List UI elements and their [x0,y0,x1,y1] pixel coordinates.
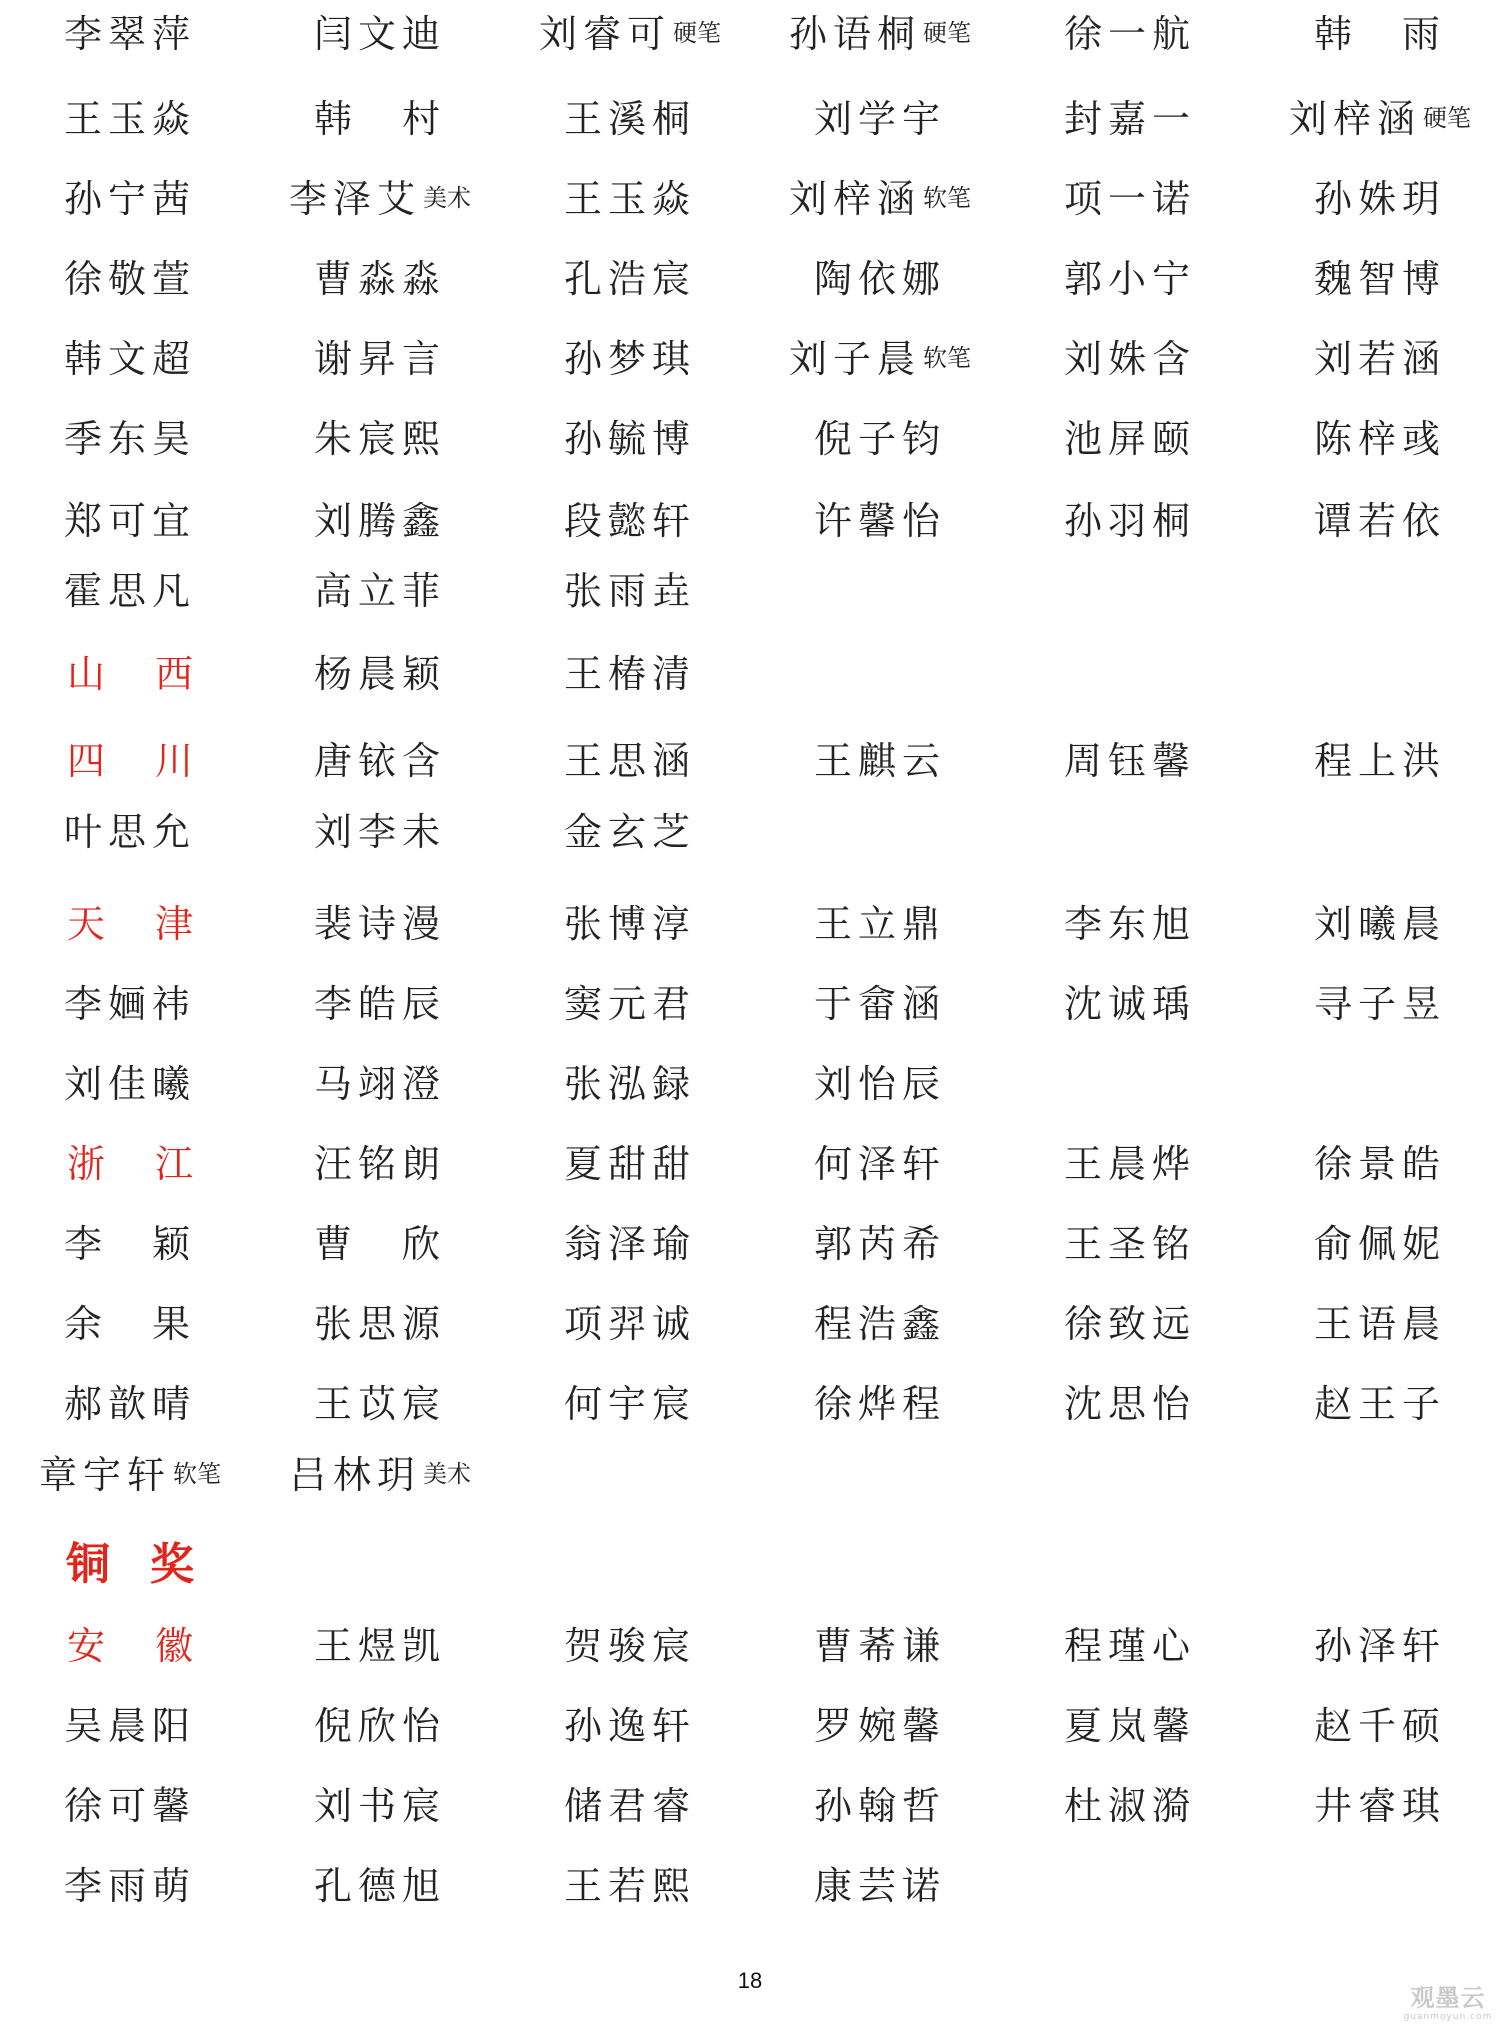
table-row [0,165,1500,225]
student-name: 季东昊 [63,416,196,461]
name-cell [255,1050,505,1110]
table-row [0,85,1500,145]
student-name: 李泽艾 [288,176,421,221]
name-cell [505,245,755,305]
name-cell [5,1290,255,1350]
name-cell [1005,405,1255,465]
name-cell [505,727,755,787]
student-name: 曹 欣 [313,1221,446,1266]
student-name: 章宇轩 [38,1452,171,1497]
name-cell [5,1441,255,1501]
name-cell [5,1370,255,1430]
name-cell [255,970,505,1030]
name-cell [505,798,755,858]
student-name: 池屏颐 [1063,416,1196,461]
student-name: 刘姝含 [1063,336,1196,381]
name-cell [1005,1692,1255,1752]
region-label-char: 徽 [155,1623,194,1668]
name-cell [1005,1130,1255,1190]
region-label-char: 江 [155,1141,194,1186]
award-heading-char: 铜 [66,1539,110,1590]
student-name: 孙泽轩 [1313,1623,1446,1668]
student-name: 周钰馨 [1063,738,1196,783]
student-name: 贺骏宸 [563,1623,696,1668]
student-name: 赵王子 [1313,1381,1446,1426]
table-row [0,1530,1500,1590]
name-cell [1005,0,1255,60]
student-name: 李雨萌 [63,1863,196,1908]
region-label-char: 天 [66,901,105,946]
student-name: 段懿轩 [563,498,696,543]
student-name: 郭芮希 [813,1221,946,1266]
name-cell [255,798,505,858]
student-name: 李皓辰 [313,981,446,1026]
student-name: 孔德旭 [313,1863,446,1908]
student-name: 孙毓博 [563,416,696,461]
name-cell [1005,1370,1255,1430]
name-cell [1255,970,1500,1030]
student-name: 何泽轩 [813,1141,946,1186]
name-cell [1255,245,1500,305]
student-name: 张思源 [313,1301,446,1346]
name-cell [1255,85,1500,145]
student-name: 王煜凯 [313,1623,446,1668]
student-name: 徐可馨 [63,1783,196,1828]
name-cell [505,487,755,547]
table-row [0,970,1500,1030]
student-name: 裴诗漫 [313,901,446,946]
student-name: 窦元君 [563,981,696,1026]
region-label-char: 川 [155,738,194,783]
watermark-url: guanmoyun.com [1403,2012,1493,2022]
category-tag: 软笔 [173,1459,221,1488]
student-name: 刘书宸 [313,1783,446,1828]
name-cell [5,1772,255,1832]
name-cell [1005,970,1255,1030]
table-row [0,1692,1500,1752]
name-cell [255,640,505,700]
student-name: 孙宁茜 [63,176,196,221]
student-name: 封嘉一 [1063,96,1196,141]
name-cell [755,1852,1005,1912]
table-row [0,1130,1500,1190]
table-row [0,890,1500,950]
student-name: 刘梓涵 [1288,96,1421,141]
name-cell [505,1290,755,1350]
name-cell [755,1772,1005,1832]
student-name: 于畲涵 [813,981,946,1026]
name-cell [755,245,1005,305]
region-label [5,1130,255,1190]
student-name: 徐敬萱 [63,256,196,301]
name-cell [755,1612,1005,1672]
name-cell [1255,890,1500,950]
student-name: 刘怡辰 [813,1061,946,1106]
name-cell [5,1050,255,1110]
name-cell [1255,1772,1500,1832]
table-row [0,727,1500,787]
name-cell [1255,405,1500,465]
student-name: 曹莃谦 [813,1623,946,1668]
student-name: 寻子昱 [1313,981,1446,1026]
student-name: 孙梦琪 [563,336,696,381]
name-cell [505,1692,755,1752]
name-cell [1005,85,1255,145]
name-cell [255,1772,505,1832]
student-name: 韩文超 [63,336,196,381]
name-cell [1005,1210,1255,1270]
student-name: 夏岚馨 [1063,1703,1196,1748]
name-cell [1255,1290,1500,1350]
name-cell [755,405,1005,465]
name-cell [5,85,255,145]
region-label-char: 山 [66,651,105,696]
name-cell [755,1050,1005,1110]
region-label-char: 安 [66,1623,105,1668]
category-tag: 美术 [423,183,471,212]
student-name: 沈思怡 [1063,1381,1196,1426]
name-cell [505,1130,755,1190]
name-cell [255,1290,505,1350]
name-cell [755,1370,1005,1430]
name-cell [1255,487,1500,547]
name-cell [5,1210,255,1270]
table-row [0,325,1500,385]
student-name: 金玄芝 [563,809,696,854]
name-cell [505,325,755,385]
region-label [5,640,255,700]
student-name: 杨晨颖 [313,651,446,696]
name-cell [1255,1692,1500,1752]
name-cell [755,1290,1005,1350]
table-row [0,1441,1500,1501]
student-name: 刘学宇 [813,96,946,141]
name-cell [255,1612,505,1672]
student-name: 王晨烨 [1063,1141,1196,1186]
student-name: 王圣铭 [1063,1221,1196,1266]
name-cell [255,1852,505,1912]
student-name: 徐致远 [1063,1301,1196,1346]
name-cell [255,727,505,787]
student-name: 孙翰哲 [813,1783,946,1828]
student-name: 霍思凡 [63,568,196,613]
name-cell [505,1050,755,1110]
region-label-char: 浙 [66,1141,105,1186]
student-name: 孙语桐 [788,11,921,56]
name-cell [1255,165,1500,225]
name-cell [505,85,755,145]
student-name: 李婳祎 [63,981,196,1026]
category-tag: 硬笔 [1423,103,1471,132]
student-name: 徐景皓 [1313,1141,1446,1186]
name-cell [505,1612,755,1672]
student-name: 沈诚瑀 [1063,981,1196,1026]
name-cell [1255,1612,1500,1672]
student-name: 倪欣怡 [313,1703,446,1748]
student-name: 张泓録 [563,1061,696,1106]
student-name: 叶思允 [63,809,196,854]
student-name: 王玉焱 [563,176,696,221]
student-name: 韩 雨 [1313,11,1446,56]
name-cell [1005,325,1255,385]
student-name: 储君睿 [563,1783,696,1828]
name-cell [5,325,255,385]
region-label [5,1612,255,1672]
student-name: 闫文迪 [313,11,446,56]
student-name: 汪铭朗 [313,1141,446,1186]
student-name: 谢昇言 [313,336,446,381]
student-name: 张博淳 [563,901,696,946]
name-cell [255,1441,505,1501]
student-name: 高立菲 [313,568,446,613]
student-name: 项一诺 [1063,176,1196,221]
name-cell [755,487,1005,547]
student-name: 孙姝玥 [1313,176,1446,221]
category-tag: 硬笔 [673,18,721,47]
student-name: 王语晨 [1313,1301,1446,1346]
student-name: 郭小宁 [1063,256,1196,301]
table-row [0,1852,1500,1912]
name-cell [755,85,1005,145]
student-name: 刘曦晨 [1313,901,1446,946]
name-cell [755,970,1005,1030]
name-cell [505,0,755,60]
name-cell [1255,1210,1500,1270]
student-name: 刘睿可 [538,11,671,56]
name-cell [1005,245,1255,305]
name-cell [1255,0,1500,60]
student-name: 李翠萍 [63,11,196,56]
watermark-text: 观墨云 [1410,1984,1486,2012]
student-name: 夏甜甜 [563,1141,696,1186]
student-name: 刘佳曦 [63,1061,196,1106]
name-cell [5,1852,255,1912]
name-cell [755,1130,1005,1190]
name-cell [5,487,255,547]
name-cell [255,85,505,145]
student-name: 余 果 [63,1301,196,1346]
student-name: 罗婉馨 [813,1703,946,1748]
name-cell [505,970,755,1030]
student-name: 李 颖 [63,1221,196,1266]
name-cell [505,640,755,700]
student-name: 孙逸轩 [563,1703,696,1748]
table-row [0,557,1500,617]
name-cell [255,245,505,305]
table-row [0,245,1500,305]
student-name: 徐烨程 [813,1381,946,1426]
name-cell [255,1692,505,1752]
category-tag: 美术 [423,1459,471,1488]
name-cell [255,1370,505,1430]
student-name: 翁泽瑜 [563,1221,696,1266]
table-row [0,1210,1500,1270]
student-name: 谭若依 [1313,498,1446,543]
student-name: 许馨怡 [813,498,946,543]
table-row [0,1370,1500,1430]
name-cell [1255,325,1500,385]
name-cell [1255,1130,1500,1190]
name-cell [255,1130,505,1190]
name-cell [5,0,255,60]
name-cell [755,0,1005,60]
name-cell [1005,727,1255,787]
name-cell [5,798,255,858]
name-cell [255,1210,505,1270]
name-cell [1005,165,1255,225]
student-name: 王玉焱 [63,96,196,141]
student-name: 王椿清 [563,651,696,696]
name-cell [255,890,505,950]
student-name: 韩 村 [313,96,446,141]
student-name: 吴晨阳 [63,1703,196,1748]
name-cell [505,165,755,225]
name-cell [255,0,505,60]
name-cell [5,1692,255,1752]
name-cell [755,1692,1005,1752]
name-cell [505,1370,755,1430]
student-name: 唐铱含 [313,738,446,783]
student-name: 郝歆晴 [63,1381,196,1426]
student-name: 吕林玥 [288,1452,421,1497]
category-tag: 软笔 [923,343,971,372]
student-name: 何宇宸 [563,1381,696,1426]
table-row [0,0,1500,60]
name-cell [5,405,255,465]
region-label-char: 西 [155,651,194,696]
category-tag: 软笔 [923,183,971,212]
name-cell [1255,1370,1500,1430]
name-cell [505,1210,755,1270]
name-cell [1005,487,1255,547]
category-tag: 硬笔 [923,18,971,47]
award-heading [5,1530,255,1590]
table-row [0,798,1500,858]
student-name: 王溪桐 [563,96,696,141]
name-cell [755,325,1005,385]
student-name: 俞佩妮 [1313,1221,1446,1266]
name-cell [505,1852,755,1912]
name-cell [1005,1612,1255,1672]
student-name: 刘李未 [313,809,446,854]
student-name: 刘子晨 [788,336,921,381]
student-name: 杜淑漪 [1063,1783,1196,1828]
name-cell [505,1772,755,1832]
page-number: 18 [737,1968,763,1993]
student-name: 王麒云 [813,738,946,783]
student-name: 王思涵 [563,738,696,783]
student-name: 朱宸熙 [313,416,446,461]
table-row [0,1050,1500,1110]
region-label-char: 津 [155,901,194,946]
table-row [0,405,1500,465]
name-cell [5,970,255,1030]
name-cell [755,165,1005,225]
table-row [0,640,1500,700]
student-name: 刘腾鑫 [313,498,446,543]
name-cell [5,245,255,305]
name-cell [505,557,755,617]
student-name: 孔浩宸 [563,256,696,301]
name-cell [255,325,505,385]
name-cell [5,165,255,225]
student-name: 康芸诺 [813,1863,946,1908]
table-row [0,487,1500,547]
student-name: 陶依娜 [813,256,946,301]
student-name: 刘梓涵 [788,176,921,221]
name-cell [505,890,755,950]
student-name: 马翊澄 [313,1061,446,1106]
student-name: 程瑾心 [1063,1623,1196,1668]
student-name: 王若熙 [563,1863,696,1908]
name-cell [255,487,505,547]
student-name: 倪子钧 [813,416,946,461]
student-name: 赵千硕 [1313,1703,1446,1748]
student-name: 王苡宸 [313,1381,446,1426]
student-name: 孙羽桐 [1063,498,1196,543]
student-name: 曹淼淼 [313,256,446,301]
table-row [0,1772,1500,1832]
student-name: 张雨垚 [563,568,696,613]
table-row [0,1612,1500,1672]
student-name: 刘若涵 [1313,336,1446,381]
student-name: 项羿诚 [563,1301,696,1346]
name-cell [755,727,1005,787]
student-name: 李东旭 [1063,901,1196,946]
name-cell [1255,727,1500,787]
student-name: 陈梓彧 [1313,416,1446,461]
student-name: 郑可宜 [63,498,196,543]
region-label [5,727,255,787]
name-cell [5,557,255,617]
name-cell [1005,1772,1255,1832]
student-name: 魏智博 [1313,256,1446,301]
name-cell [255,557,505,617]
name-cell [505,405,755,465]
name-cell [1005,1290,1255,1350]
table-row [0,1290,1500,1350]
name-cell [755,1210,1005,1270]
region-label [5,890,255,950]
region-label-char: 四 [66,738,105,783]
name-cell [755,890,1005,950]
student-name: 井睿琪 [1313,1783,1446,1828]
award-heading-char: 奖 [150,1539,194,1590]
student-name: 程上洪 [1313,738,1446,783]
watermark-logo [1402,1985,1494,2029]
name-cell [255,165,505,225]
student-name: 王立鼎 [813,901,946,946]
name-cell [1005,890,1255,950]
name-cell [255,405,505,465]
student-name: 程浩鑫 [813,1301,946,1346]
student-name: 徐一航 [1063,11,1196,56]
